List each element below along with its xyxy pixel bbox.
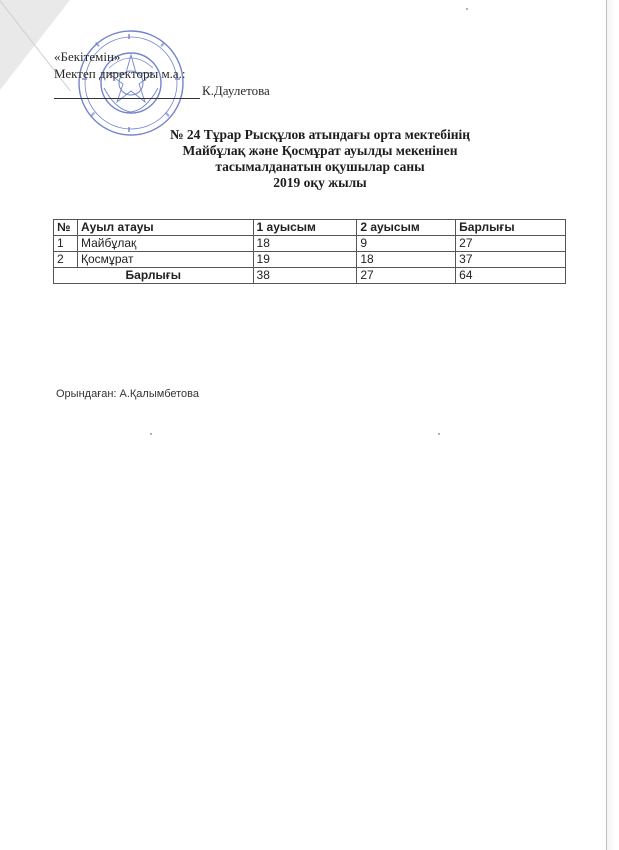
document-title (120, 127, 520, 191)
cell-total: 27 (456, 236, 566, 252)
cell-village: Майбұлақ (77, 236, 253, 252)
cell-shift1: 19 (253, 252, 357, 268)
table-row (54, 236, 566, 252)
director-name: К.Даулетова (202, 83, 270, 98)
approval-block (54, 48, 270, 99)
cell-number: 1 (54, 236, 78, 252)
totals-shift1: 38 (253, 268, 357, 284)
signature-line (54, 85, 200, 99)
table-header-row (54, 220, 566, 236)
students-table (53, 219, 566, 284)
col-header-shift1: 1 ауысым (253, 220, 357, 236)
director-position: Мектеп директоры м.а.: (54, 66, 186, 81)
executor-note: Орындаған: А.Қалымбетова (56, 388, 199, 400)
title-line-3: тасымалданатын оқушылар саны (215, 159, 425, 174)
cell-total: 37 (456, 252, 566, 268)
title-line-2: Майбұлақ және Қосмұрат ауылды мекенінен (182, 143, 458, 158)
cell-number: 2 (54, 252, 78, 268)
scan-speck (438, 433, 440, 435)
approval-label: «Бекітемін» (54, 49, 121, 64)
cell-shift1: 18 (253, 236, 357, 252)
title-line-1: № 24 Тұрар Рысқұлов атындағы орта мектебінің (169, 127, 471, 142)
signature-row (54, 82, 270, 99)
title-line-4: 2019 оқу жылы (273, 175, 367, 190)
scan-speck (466, 8, 468, 10)
cell-village: Қосмұрат (77, 252, 253, 268)
table-row (54, 252, 566, 268)
cell-shift2: 9 (357, 236, 456, 252)
totals-total: 64 (456, 268, 566, 284)
totals-label: Барлығы (54, 268, 254, 284)
scan-edge (606, 0, 615, 850)
col-header-shift2: 2 ауысым (357, 220, 456, 236)
scan-speck (150, 433, 152, 435)
cell-shift2: 18 (357, 252, 456, 268)
col-header-village: Ауыл атауы (77, 220, 253, 236)
table-totals-row (54, 268, 566, 284)
col-header-total: Барлығы (456, 220, 566, 236)
col-header-number: № (54, 220, 78, 236)
totals-shift2: 27 (357, 268, 456, 284)
